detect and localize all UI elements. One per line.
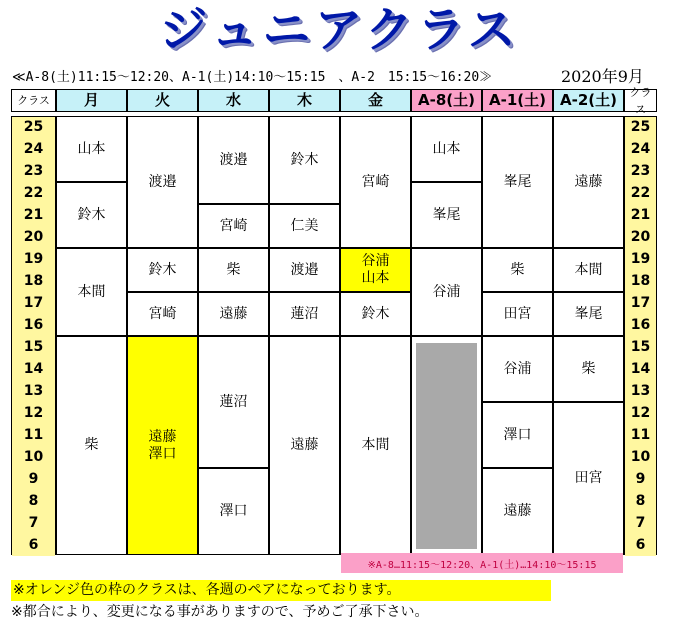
level-label-left: 24: [12, 139, 55, 160]
fri-teacher-2: 山本: [361, 270, 390, 286]
note-pairs: ※オレンジ色の枠のクラスは、各週のペアになっております。: [11, 580, 551, 601]
wed-21-20: 宮崎: [198, 204, 269, 248]
fri-15-6: 本間: [340, 336, 411, 555]
level-label-left: 9: [12, 469, 55, 490]
level-label-left: 25: [12, 117, 55, 138]
level-label-left: 19: [12, 249, 55, 270]
level-label-right: 22: [625, 183, 656, 204]
header-tue: 火: [127, 89, 198, 112]
header-thu: 木: [269, 89, 340, 112]
level-label-right: 23: [625, 161, 656, 182]
level-label-left: 18: [12, 271, 55, 292]
level-label-left: 7: [12, 513, 55, 534]
fri-teacher-1: 谷浦: [361, 253, 390, 269]
page-title: ジュニアクラス: [159, 2, 520, 58]
level-label-right: 16: [625, 315, 656, 336]
level-label-left: 12: [12, 403, 55, 424]
thu-19-18: 渡邉: [269, 248, 340, 292]
level-label-right: 18: [625, 271, 656, 292]
a2-15-13: 柴: [553, 336, 624, 402]
level-label-right: 15: [625, 337, 656, 358]
level-label-left: 13: [12, 381, 55, 402]
wed-19-18: 柴: [198, 248, 269, 292]
level-label-right: 7: [625, 513, 656, 534]
header-class-left: クラス: [11, 89, 56, 112]
schedule-times: ≪A-8(土)11:15～12:20、A-1(土)14:10～15:15 、A-2 15:15～16:20≫: [12, 70, 493, 85]
a1-25-20: 峯尾: [482, 116, 553, 248]
level-label-right: 9: [625, 469, 656, 490]
level-label-left: 23: [12, 161, 55, 182]
level-label-right: 8: [625, 491, 656, 512]
mon-22-20: 鈴木: [56, 182, 127, 248]
header-mon: 月: [56, 89, 127, 112]
a1-17-16: 田宮: [482, 292, 553, 336]
thu-17-16: 蓮沼: [269, 292, 340, 336]
level-label-left: 8: [12, 491, 55, 512]
note-changes: ※都合により、変更になる事がありますので、予めご了承下さい。: [11, 604, 429, 620]
wed-9-6: 澤口: [198, 468, 269, 555]
header-class-right: クラス: [624, 89, 657, 112]
level-label-right: 20: [625, 227, 656, 248]
level-label-right: 6: [625, 535, 656, 556]
level-label-left: 17: [12, 293, 55, 314]
level-label-right: 25: [625, 117, 656, 138]
wed-17-16: 遠藤: [198, 292, 269, 336]
level-label-right: 14: [625, 359, 656, 380]
level-label-left: 6: [12, 535, 55, 556]
a2-25-20: 遠藤: [553, 116, 624, 248]
a8-15-6: [411, 336, 482, 555]
mon-19-16: 本間: [56, 248, 127, 336]
header-a1: A-1(土): [482, 89, 553, 112]
level-label-right: 10: [625, 447, 656, 468]
fri-19-18: [340, 248, 411, 292]
tue-teacher-1: 遠藤: [148, 428, 177, 445]
tue-19-18: 鈴木: [127, 248, 198, 292]
header-fri: 金: [340, 89, 411, 112]
a8-19-16: 谷浦: [411, 248, 482, 336]
header-a8: A-8(土): [411, 89, 482, 112]
level-label-right: 12: [625, 403, 656, 424]
a1-19-18: 柴: [482, 248, 553, 292]
level-label-left: 21: [12, 205, 55, 226]
mon-25-23: 山本: [56, 116, 127, 182]
mon-15-6: 柴: [56, 336, 127, 555]
header-wed: 水: [198, 89, 269, 112]
thu-25-22: 鈴木: [269, 116, 340, 204]
tue-15-6: [127, 336, 198, 555]
a1-12-10: 澤口: [482, 402, 553, 468]
a1-9-6: 遠藤: [482, 468, 553, 555]
level-label-right: 24: [625, 139, 656, 160]
fri-25-20: 宮崎: [340, 116, 411, 248]
a8-empty-block: [416, 343, 477, 549]
month-label: 2020年9月: [561, 67, 644, 86]
tue-25-20: 渡邉: [127, 116, 198, 248]
a2-17-16: 峯尾: [553, 292, 624, 336]
level-label-left: 20: [12, 227, 55, 248]
timetable: [11, 85, 657, 555]
level-label-right: 21: [625, 205, 656, 226]
level-label-right: 11: [625, 425, 656, 446]
level-label-left: 15: [12, 337, 55, 358]
header-a2: A-2(土): [553, 89, 624, 112]
level-label-left: 11: [12, 425, 55, 446]
a8-25-23: 山本: [411, 116, 482, 182]
thu-21-20: 仁美: [269, 204, 340, 248]
level-label-left: 14: [12, 359, 55, 380]
wed-15-10: 蓮沼: [198, 336, 269, 468]
wed-25-22: 渡邉: [198, 116, 269, 204]
a2-12-6: 田宮: [553, 402, 624, 555]
level-label-right: 17: [625, 293, 656, 314]
level-label-left: 10: [12, 447, 55, 468]
a2-19-18: 本間: [553, 248, 624, 292]
thu-15-6: 遠藤: [269, 336, 340, 555]
level-label-right: 13: [625, 381, 656, 402]
level-label-left: 16: [12, 315, 55, 336]
level-label-left: 22: [12, 183, 55, 204]
pink-footnote: ※A-8…11:15～12:20、A-1(土)…14:10～15:15: [341, 553, 623, 573]
level-label-right: 19: [625, 249, 656, 270]
tue-17-16: 宮崎: [127, 292, 198, 336]
a1-15-13: 谷浦: [482, 336, 553, 402]
fri-17-16: 鈴木: [340, 292, 411, 336]
tue-teacher-2: 澤口: [148, 445, 177, 462]
a8-22-20: 峯尾: [411, 182, 482, 248]
